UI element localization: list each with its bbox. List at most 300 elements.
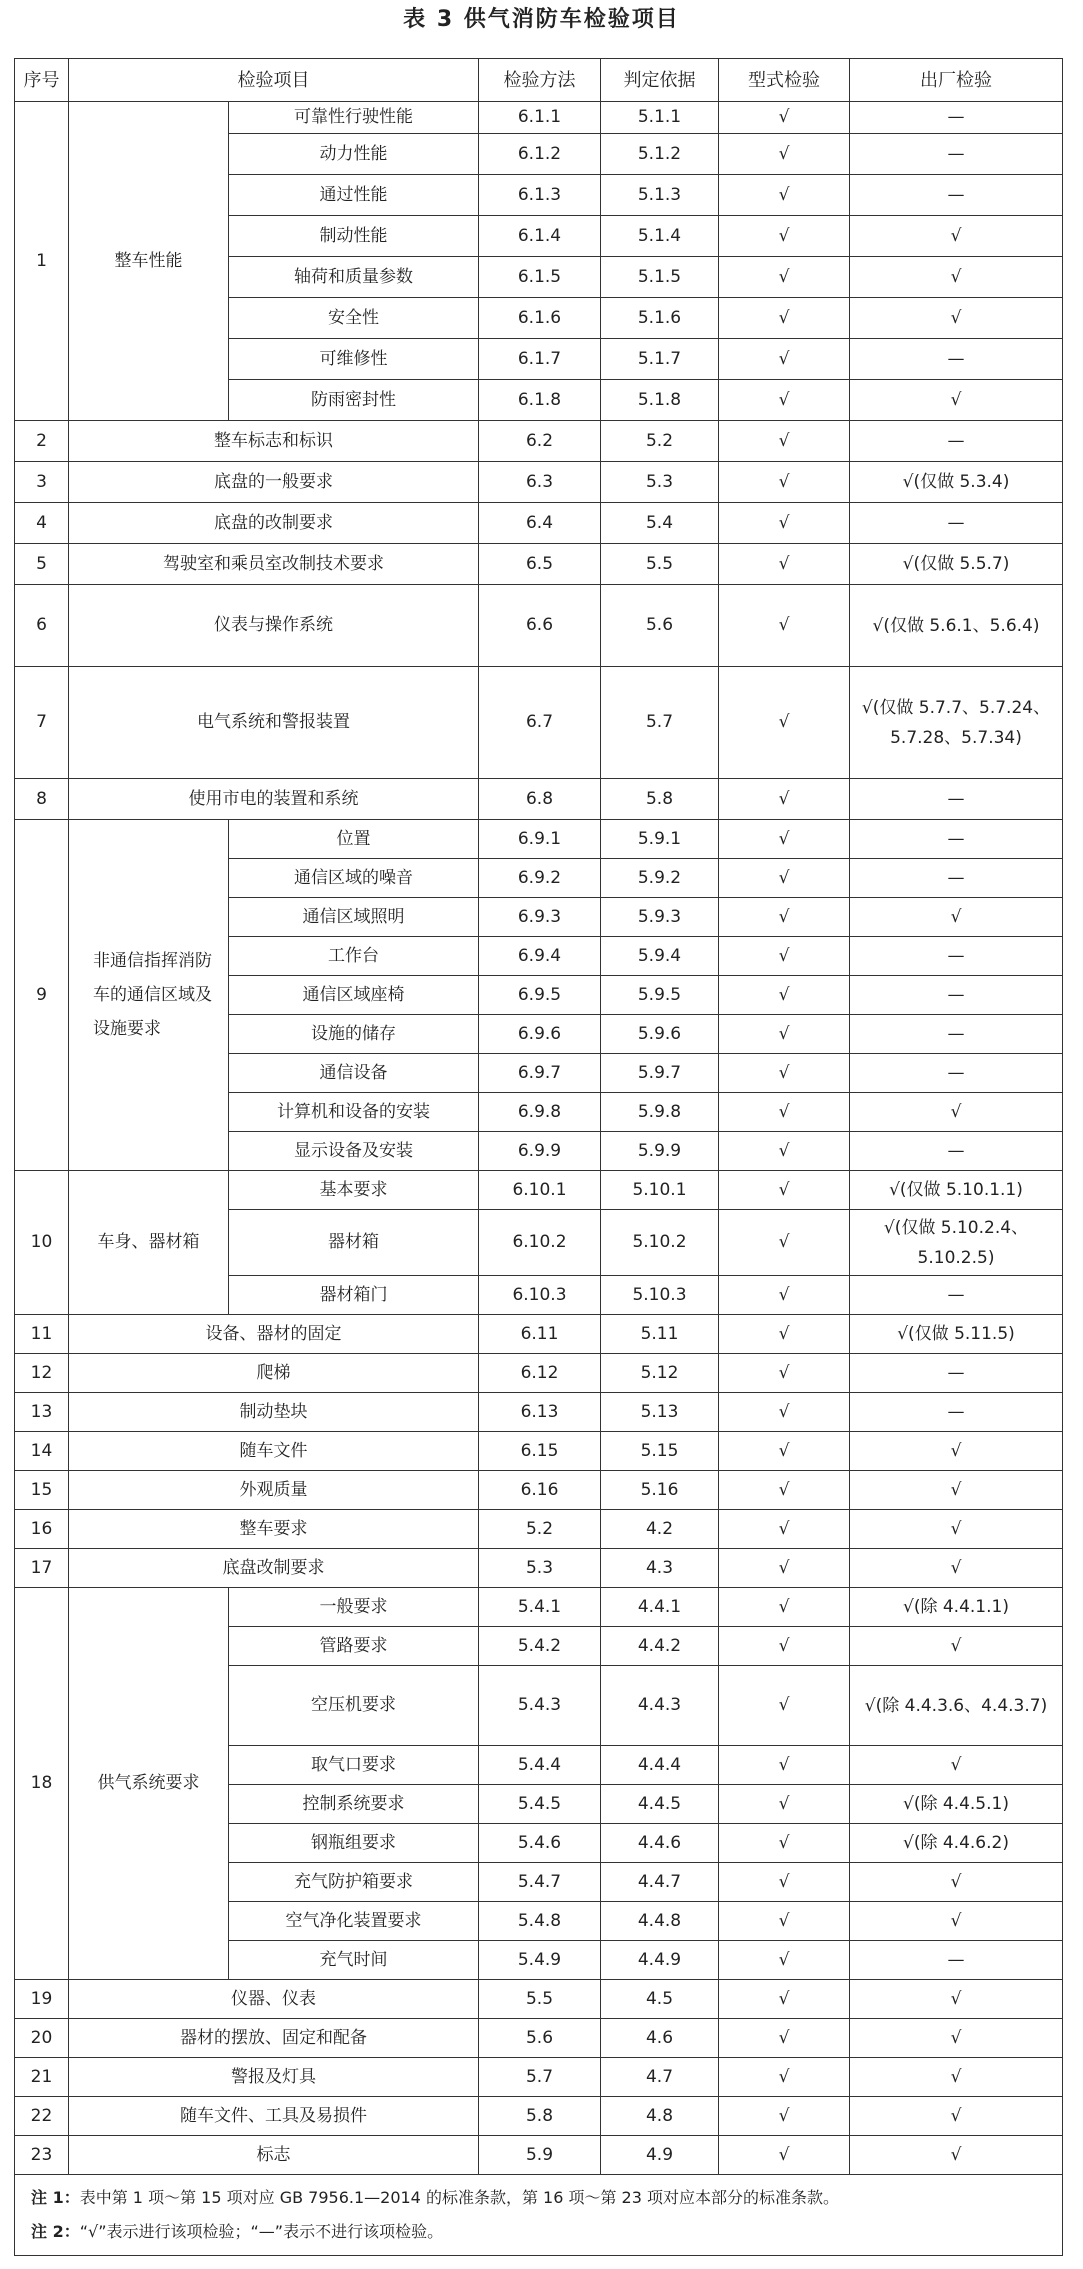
row-basis: 4.9 (601, 2136, 719, 2175)
row-method: 5.9 (479, 2136, 601, 2175)
table-row (15, 2097, 1063, 2136)
row-item: 使用市电的装置和系统 (69, 779, 479, 820)
row-seq: 23 (15, 2136, 69, 2175)
row-factory-test: — (850, 1354, 1063, 1393)
row-factory-test: — (850, 421, 1063, 462)
row-type-test: √ (719, 1863, 850, 1902)
row-item: 动力性能 (229, 134, 479, 175)
row-factory-test: √ (850, 298, 1063, 339)
row-basis: 4.5 (601, 1980, 719, 2019)
row-item: 设施的储存 (229, 1015, 479, 1054)
row-factory-test: √ (850, 257, 1063, 298)
row-method: 6.1.2 (479, 134, 601, 175)
table-row (15, 1510, 1063, 1549)
row-basis: 5.3 (601, 462, 719, 503)
row-seq: 13 (15, 1393, 69, 1432)
row-seq: 16 (15, 1510, 69, 1549)
row-type-test: √ (719, 298, 850, 339)
row-factory-test: √ (850, 1093, 1063, 1132)
table-row (15, 779, 1063, 820)
row-item: 管路要求 (229, 1627, 479, 1666)
row-factory-test: — (850, 820, 1063, 859)
row-method: 6.7 (479, 667, 601, 779)
note-2-label: 注 2： (31, 2222, 80, 2241)
row-factory-test: — (850, 1276, 1063, 1315)
row-factory-test: √ (850, 1980, 1063, 2019)
row-method: 6.9.4 (479, 937, 601, 976)
row-item: 设备、器材的固定 (69, 1315, 479, 1354)
row-factory-test: — (850, 1015, 1063, 1054)
row-basis: 5.10.3 (601, 1276, 719, 1315)
table-row (15, 1432, 1063, 1471)
row-type-test: √ (719, 1471, 850, 1510)
row-type-test: √ (719, 667, 850, 779)
table-row (15, 102, 1063, 134)
row-type-test: √ (719, 544, 850, 585)
row-factory-test: √(仅做 5.11.5) (850, 1315, 1063, 1354)
row-seq: 20 (15, 2019, 69, 2058)
row-method: 6.1.1 (479, 102, 601, 134)
header-seq: 序号 (15, 59, 69, 102)
row-type-test: √ (719, 1588, 850, 1627)
row-type-test: √ (719, 1171, 850, 1210)
row-basis: 5.9.2 (601, 859, 719, 898)
row-basis: 5.9.3 (601, 898, 719, 937)
row-method: 6.8 (479, 779, 601, 820)
note-1-text: 表中第 1 项～第 15 项对应 GB 7956.1—2014 的标准条款，第 16 项～第 23 项对应本部分的标准条款。 (79, 2188, 840, 2207)
row-basis: 4.4.3 (601, 1666, 719, 1746)
table-row (15, 2136, 1063, 2175)
table-row (15, 421, 1063, 462)
row-item: 标志 (69, 2136, 479, 2175)
row-method: 6.4 (479, 503, 601, 544)
row-factory-test: √(仅做 5.7.7、5.7.24、5.7.28、5.7.34) (850, 667, 1063, 779)
row-item: 制动垫块 (69, 1393, 479, 1432)
row-method: 5.4.4 (479, 1746, 601, 1785)
row-method: 5.4.5 (479, 1785, 601, 1824)
row-method: 5.4.1 (479, 1588, 601, 1627)
row-item: 显示设备及安装 (229, 1132, 479, 1171)
row-method: 6.1.3 (479, 175, 601, 216)
row-method: 5.4.2 (479, 1627, 601, 1666)
row-type-test: √ (719, 1980, 850, 2019)
row-type-test: √ (719, 216, 850, 257)
row-type-test: √ (719, 820, 850, 859)
row-factory-test: — (850, 1941, 1063, 1980)
table-row (15, 2019, 1063, 2058)
row-method: 6.10.1 (479, 1171, 601, 1210)
row-basis: 5.2 (601, 421, 719, 462)
row-seq: 8 (15, 779, 69, 820)
table-row (15, 1171, 1063, 1210)
row-method: 6.15 (479, 1432, 601, 1471)
row-factory-test: √ (850, 1432, 1063, 1471)
row-factory-test: √(除 4.4.1.1) (850, 1588, 1063, 1627)
row-seq: 9 (15, 820, 69, 1171)
row-factory-test: √ (850, 2136, 1063, 2175)
row-factory-test: √(除 4.4.3.6、4.4.3.7) (850, 1666, 1063, 1746)
table-row (15, 1471, 1063, 1510)
row-type-test: √ (719, 1093, 850, 1132)
row-item: 位置 (229, 820, 479, 859)
row-item: 充气防护箱要求 (229, 1863, 479, 1902)
row-type-test: √ (719, 1666, 850, 1746)
row-type-test: √ (719, 859, 850, 898)
row-factory-test: — (850, 976, 1063, 1015)
row-method: 6.10.2 (479, 1210, 601, 1276)
row-basis: 5.1.7 (601, 339, 719, 380)
row-factory-test: √ (850, 380, 1063, 421)
row-type-test: √ (719, 1054, 850, 1093)
row-item: 外观质量 (69, 1471, 479, 1510)
row-factory-test: — (850, 503, 1063, 544)
row-factory-test: — (850, 1054, 1063, 1093)
row-type-test: √ (719, 102, 850, 134)
row-type-test: √ (719, 462, 850, 503)
row-basis: 5.9.7 (601, 1054, 719, 1093)
row-method: 6.1.4 (479, 216, 601, 257)
row-type-test: √ (719, 1354, 850, 1393)
row-basis: 4.4.1 (601, 1588, 719, 1627)
table-row (15, 1393, 1063, 1432)
row-factory-test: — (850, 102, 1063, 134)
row-basis: 4.2 (601, 1510, 719, 1549)
table-row (15, 1549, 1063, 1588)
row-item: 轴荷和质量参数 (229, 257, 479, 298)
row-factory-test: √ (850, 898, 1063, 937)
row-group: 非通信指挥消防车的通信区域及设施要求 (69, 820, 229, 1171)
row-item: 充气时间 (229, 1941, 479, 1980)
row-seq: 11 (15, 1315, 69, 1354)
row-method: 5.8 (479, 2097, 601, 2136)
row-basis: 4.4.4 (601, 1746, 719, 1785)
row-basis: 4.3 (601, 1549, 719, 1588)
row-item: 驾驶室和乘员室改制技术要求 (69, 544, 479, 585)
row-type-test: √ (719, 1432, 850, 1471)
note-2-text: “√”表示进行该项检验；“—”表示不进行该项检验。 (79, 2222, 444, 2241)
row-group: 车身、器材箱 (69, 1171, 229, 1315)
row-item: 整车要求 (69, 1510, 479, 1549)
row-basis: 5.9.5 (601, 976, 719, 1015)
row-type-test: √ (719, 134, 850, 175)
inspection-table (14, 58, 1063, 2256)
row-item: 爬梯 (69, 1354, 479, 1393)
row-seq: 22 (15, 2097, 69, 2136)
row-item: 器材箱 (229, 1210, 479, 1276)
row-item: 可维修性 (229, 339, 479, 380)
row-type-test: √ (719, 1393, 850, 1432)
row-item: 通信区域的噪音 (229, 859, 479, 898)
row-item: 空压机要求 (229, 1666, 479, 1746)
note-1-label: 注 1： (31, 2188, 80, 2207)
row-basis: 5.1.5 (601, 257, 719, 298)
row-type-test: √ (719, 339, 850, 380)
row-seq: 19 (15, 1980, 69, 2019)
row-basis: 5.9.8 (601, 1093, 719, 1132)
row-type-test: √ (719, 976, 850, 1015)
row-basis: 4.4.2 (601, 1627, 719, 1666)
row-seq: 5 (15, 544, 69, 585)
row-method: 6.9.6 (479, 1015, 601, 1054)
row-basis: 5.12 (601, 1354, 719, 1393)
row-item: 钢瓶组要求 (229, 1824, 479, 1863)
row-basis: 5.7 (601, 667, 719, 779)
row-method: 6.1.7 (479, 339, 601, 380)
row-basis: 5.9.9 (601, 1132, 719, 1171)
row-method: 6.11 (479, 1315, 601, 1354)
row-method: 5.3 (479, 1549, 601, 1588)
row-item: 整车标志和标识 (69, 421, 479, 462)
row-method: 6.9.5 (479, 976, 601, 1015)
row-factory-test: √ (850, 1627, 1063, 1666)
row-seq: 1 (15, 102, 69, 421)
row-method: 5.4.3 (479, 1666, 601, 1746)
table-row (15, 544, 1063, 585)
row-type-test: √ (719, 1132, 850, 1171)
row-item: 通过性能 (229, 175, 479, 216)
row-type-test: √ (719, 175, 850, 216)
row-method: 5.4.8 (479, 1902, 601, 1941)
row-basis: 4.8 (601, 2097, 719, 2136)
row-method: 5.5 (479, 1980, 601, 2019)
row-basis: 4.4.9 (601, 1941, 719, 1980)
row-seq: 7 (15, 667, 69, 779)
table-row (15, 2058, 1063, 2097)
row-basis: 5.4 (601, 503, 719, 544)
row-item: 安全性 (229, 298, 479, 339)
row-factory-test: √(仅做 5.5.7) (850, 544, 1063, 585)
row-basis: 5.1.3 (601, 175, 719, 216)
row-factory-test: √(除 4.4.6.2) (850, 1824, 1063, 1863)
row-seq: 6 (15, 585, 69, 667)
row-basis: 5.1.6 (601, 298, 719, 339)
row-factory-test: √ (850, 1510, 1063, 1549)
row-item: 随车文件 (69, 1432, 479, 1471)
row-basis: 5.1.2 (601, 134, 719, 175)
row-item: 一般要求 (229, 1588, 479, 1627)
row-item: 仪表与操作系统 (69, 585, 479, 667)
row-type-test: √ (719, 1824, 850, 1863)
row-factory-test: √ (850, 1902, 1063, 1941)
row-method: 6.5 (479, 544, 601, 585)
row-basis: 5.13 (601, 1393, 719, 1432)
row-item: 随车文件、工具及易损件 (69, 2097, 479, 2136)
row-factory-test: √ (850, 2058, 1063, 2097)
row-method: 5.6 (479, 2019, 601, 2058)
row-item: 通信区域座椅 (229, 976, 479, 1015)
row-item: 工作台 (229, 937, 479, 976)
row-factory-test: √(仅做 5.3.4) (850, 462, 1063, 503)
row-factory-test: √ (850, 1549, 1063, 1588)
notes-row (15, 2175, 1063, 2256)
row-method: 6.10.3 (479, 1276, 601, 1315)
row-basis: 4.4.8 (601, 1902, 719, 1941)
row-type-test: √ (719, 1276, 850, 1315)
row-type-test: √ (719, 421, 850, 462)
row-seq: 3 (15, 462, 69, 503)
note-1 (31, 2181, 1046, 2215)
row-basis: 5.10.1 (601, 1171, 719, 1210)
row-method: 6.1.5 (479, 257, 601, 298)
table-row (15, 1315, 1063, 1354)
row-item: 底盘的改制要求 (69, 503, 479, 544)
row-type-test: √ (719, 1315, 850, 1354)
row-factory-test: √ (850, 1471, 1063, 1510)
table-row (15, 503, 1063, 544)
row-factory-test: √ (850, 2097, 1063, 2136)
row-item: 防雨密封性 (229, 380, 479, 421)
row-type-test: √ (719, 1510, 850, 1549)
header-row (15, 59, 1063, 102)
table-row (15, 820, 1063, 859)
table-row (15, 1354, 1063, 1393)
row-item: 底盘改制要求 (69, 1549, 479, 1588)
row-type-test: √ (719, 2058, 850, 2097)
row-basis: 5.5 (601, 544, 719, 585)
row-method: 6.9.3 (479, 898, 601, 937)
row-method: 6.16 (479, 1471, 601, 1510)
row-factory-test: — (850, 859, 1063, 898)
table-row (15, 1980, 1063, 2019)
row-type-test: √ (719, 1941, 850, 1980)
row-basis: 5.8 (601, 779, 719, 820)
row-basis: 4.4.7 (601, 1863, 719, 1902)
row-type-test: √ (719, 898, 850, 937)
row-factory-test: √(仅做 5.6.1、5.6.4) (850, 585, 1063, 667)
row-type-test: √ (719, 1902, 850, 1941)
row-method: 6.13 (479, 1393, 601, 1432)
row-seq: 2 (15, 421, 69, 462)
header-method: 检验方法 (479, 59, 601, 102)
row-factory-test: — (850, 937, 1063, 976)
row-item: 空气净化装置要求 (229, 1902, 479, 1941)
row-type-test: √ (719, 937, 850, 976)
row-factory-test: √(仅做 5.10.1.1) (850, 1171, 1063, 1210)
row-item: 仪器、仪表 (69, 1980, 479, 2019)
note-2 (31, 2215, 1046, 2249)
header-basis: 判定依据 (601, 59, 719, 102)
row-item: 计算机和设备的安装 (229, 1093, 479, 1132)
row-factory-test: √ (850, 1863, 1063, 1902)
row-item: 器材的摆放、固定和配备 (69, 2019, 479, 2058)
row-item: 底盘的一般要求 (69, 462, 479, 503)
row-basis: 5.15 (601, 1432, 719, 1471)
row-method: 6.9.8 (479, 1093, 601, 1132)
row-method: 5.4.6 (479, 1824, 601, 1863)
row-method: 6.1.8 (479, 380, 601, 421)
row-seq: 21 (15, 2058, 69, 2097)
row-factory-test: √ (850, 2019, 1063, 2058)
table-row (15, 462, 1063, 503)
row-seq: 4 (15, 503, 69, 544)
row-method: 5.7 (479, 2058, 601, 2097)
table-title: 表 3 供气消防车检验项目 (403, 7, 680, 32)
row-type-test: √ (719, 1015, 850, 1054)
row-seq: 12 (15, 1354, 69, 1393)
row-method: 6.6 (479, 585, 601, 667)
row-type-test: √ (719, 1746, 850, 1785)
row-method: 6.9.2 (479, 859, 601, 898)
row-item: 电气系统和警报装置 (69, 667, 479, 779)
row-type-test: √ (719, 380, 850, 421)
row-item: 可靠性行驶性能 (229, 102, 479, 134)
row-basis: 4.4.5 (601, 1785, 719, 1824)
row-method: 6.9.1 (479, 820, 601, 859)
row-item: 器材箱门 (229, 1276, 479, 1315)
row-factory-test: √(仅做 5.10.2.4、5.10.2.5) (850, 1210, 1063, 1276)
row-type-test: √ (719, 1785, 850, 1824)
row-basis: 4.6 (601, 2019, 719, 2058)
row-type-test: √ (719, 1549, 850, 1588)
row-type-test: √ (719, 779, 850, 820)
row-method: 6.3 (479, 462, 601, 503)
row-seq: 10 (15, 1171, 69, 1315)
table-row (15, 585, 1063, 667)
row-method: 6.9.9 (479, 1132, 601, 1171)
row-basis: 4.7 (601, 2058, 719, 2097)
table-row (15, 667, 1063, 779)
row-group: 整车性能 (69, 102, 229, 421)
row-item: 警报及灯具 (69, 2058, 479, 2097)
row-method: 6.2 (479, 421, 601, 462)
row-basis: 5.1.1 (601, 102, 719, 134)
header-type-test: 型式检验 (719, 59, 850, 102)
row-basis: 5.9.6 (601, 1015, 719, 1054)
row-factory-test: — (850, 1393, 1063, 1432)
row-seq: 14 (15, 1432, 69, 1471)
row-group: 供气系统要求 (69, 1588, 229, 1980)
row-item: 通信区域照明 (229, 898, 479, 937)
row-basis: 5.9.4 (601, 937, 719, 976)
row-basis: 5.6 (601, 585, 719, 667)
row-item: 取气口要求 (229, 1746, 479, 1785)
row-basis: 4.4.6 (601, 1824, 719, 1863)
row-seq: 17 (15, 1549, 69, 1588)
row-item: 通信设备 (229, 1054, 479, 1093)
row-method: 6.9.7 (479, 1054, 601, 1093)
row-type-test: √ (719, 585, 850, 667)
row-method: 6.1.6 (479, 298, 601, 339)
row-seq: 15 (15, 1471, 69, 1510)
table-notes (15, 2175, 1063, 2256)
row-type-test: √ (719, 2097, 850, 2136)
header-item: 检验项目 (69, 59, 479, 102)
row-basis: 5.16 (601, 1471, 719, 1510)
row-factory-test: √ (850, 1746, 1063, 1785)
row-factory-test: — (850, 779, 1063, 820)
row-type-test: √ (719, 2136, 850, 2175)
row-basis: 5.9.1 (601, 820, 719, 859)
row-factory-test: — (850, 134, 1063, 175)
row-item: 制动性能 (229, 216, 479, 257)
row-factory-test: — (850, 175, 1063, 216)
row-factory-test: — (850, 339, 1063, 380)
row-method: 6.12 (479, 1354, 601, 1393)
row-item: 控制系统要求 (229, 1785, 479, 1824)
header-factory-test: 出厂检验 (850, 59, 1063, 102)
row-method: 5.2 (479, 1510, 601, 1549)
row-method: 5.4.7 (479, 1863, 601, 1902)
table-row (15, 1588, 1063, 1627)
row-type-test: √ (719, 503, 850, 544)
row-basis: 5.10.2 (601, 1210, 719, 1276)
row-factory-test: √ (850, 216, 1063, 257)
row-factory-test: — (850, 1132, 1063, 1171)
row-item: 基本要求 (229, 1171, 479, 1210)
row-basis: 5.11 (601, 1315, 719, 1354)
row-type-test: √ (719, 2019, 850, 2058)
row-basis: 5.1.8 (601, 380, 719, 421)
